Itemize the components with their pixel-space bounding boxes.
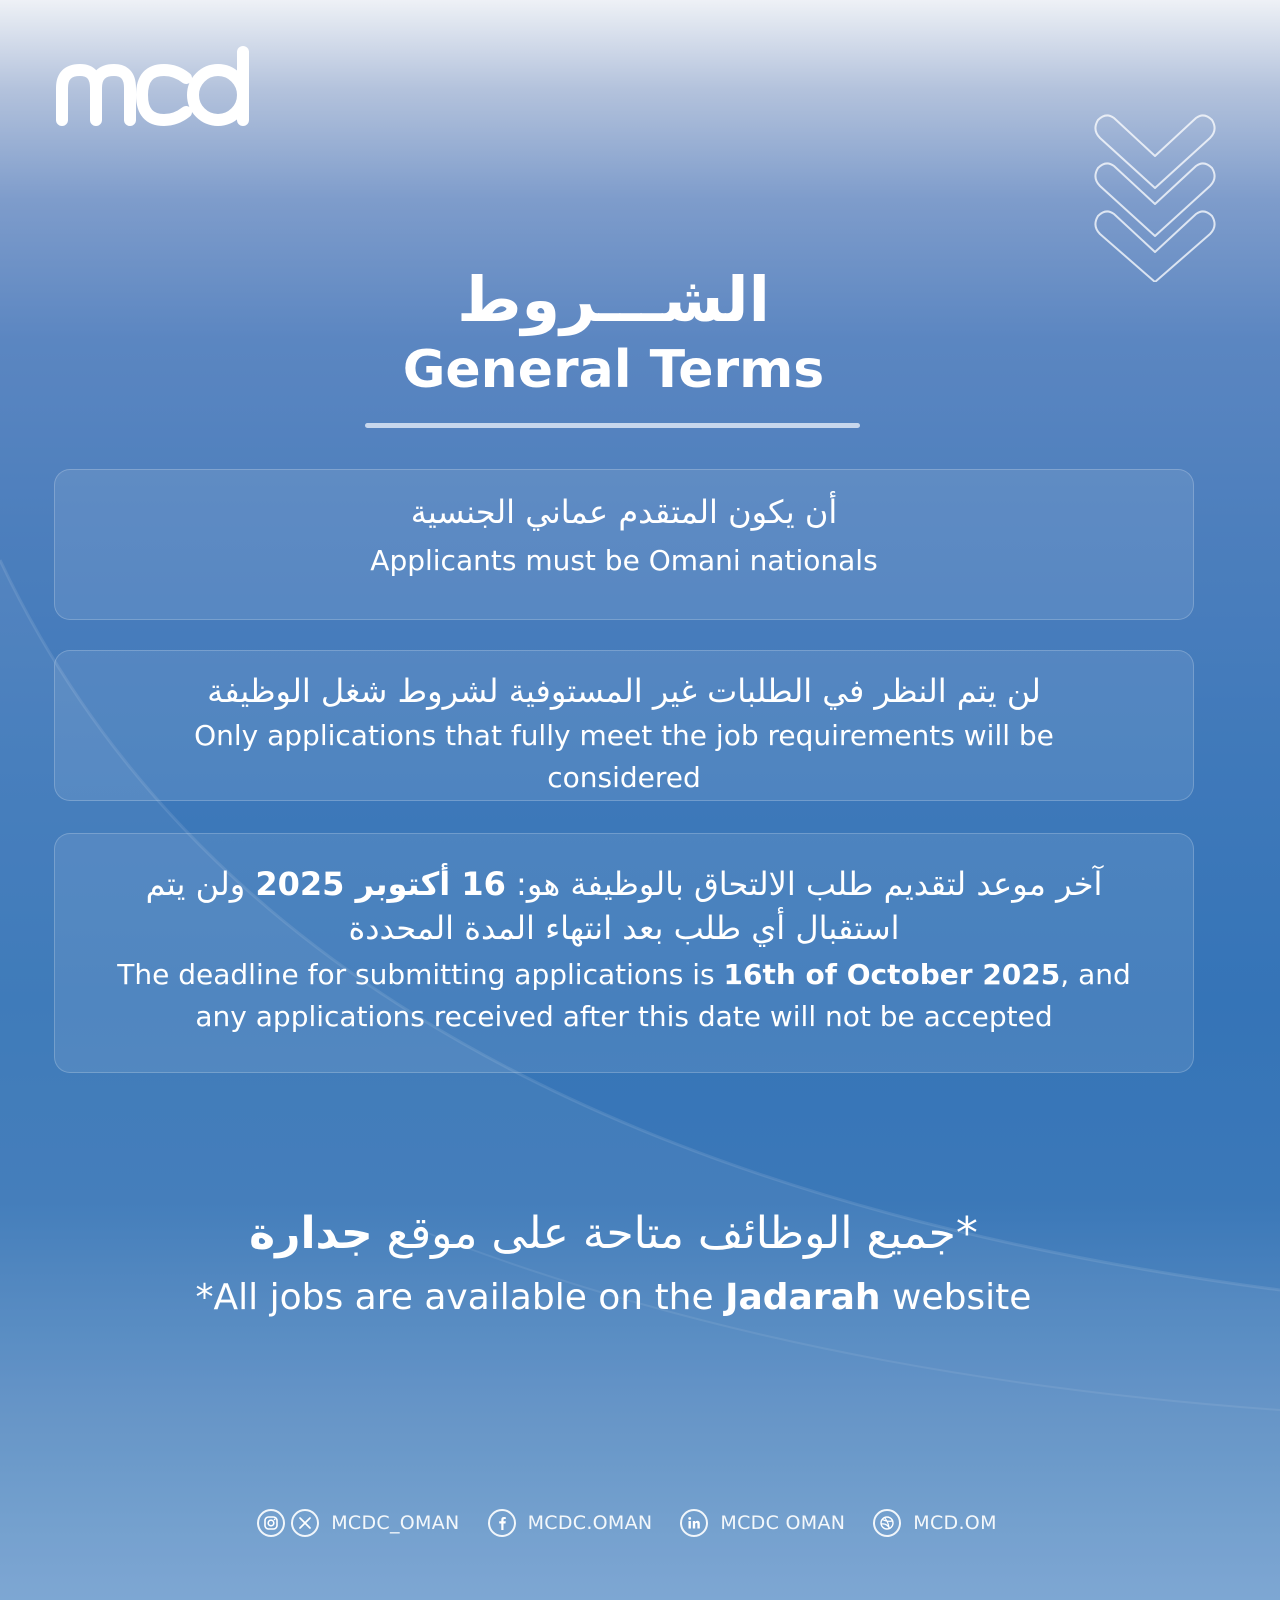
term-english: Applicants must be Omani nationals: [370, 544, 878, 577]
page-title-arabic: الشـــروط: [457, 263, 770, 336]
term-arabic: لن يتم النظر في الطلبات غير المستوفية لشروط شغل الوظيفة: [207, 672, 1041, 710]
deadline-date: 16th of October 2025: [723, 958, 1061, 991]
facebook-handle: MCDC.OMAN: [527, 1512, 653, 1534]
instagram-x-handle: MCDC_OMAN: [331, 1512, 460, 1534]
deadline-text-after: , and any applications received after this date will not be accepted: [195, 958, 1131, 1033]
social-facebook[interactable]: [488, 1509, 653, 1537]
term-arabic: أن يكون المتقدم عماني الجنسية: [410, 493, 838, 531]
mcd-logo: [56, 44, 252, 126]
page-title: General Terms: [402, 340, 825, 400]
facebook-icon: [488, 1509, 516, 1537]
note-text: *جميع الوظائف متاحة على موقع: [372, 1208, 978, 1259]
jadarah-link-arabic: جدارة: [249, 1208, 373, 1259]
term-card-nationality: [54, 469, 1194, 620]
deadline-date-arabic: 16 أكتوبر 2025: [255, 865, 506, 903]
term-arabic: [55, 834, 1193, 950]
deadline-text-before: آخر موعد لتقديم طلب الالتحاق بالوظيفة هو:: [505, 865, 1103, 903]
term-card-requirements: [54, 650, 1194, 801]
x-icon: [291, 1509, 319, 1537]
title-divider: [365, 423, 860, 428]
term-english: Only applications that fully meet the job requirements will be considered: [194, 719, 1054, 794]
deadline-text-after: ولن يتم استقبال أي طلب بعد انتهاء المدة المحددة: [145, 865, 900, 947]
social-footer: [0, 1506, 1254, 1540]
note-text-after: website: [880, 1277, 1032, 1318]
dribbble-globe-icon: [873, 1509, 901, 1537]
instagram-icon: [257, 1509, 285, 1537]
chevron-down-icon: [1090, 110, 1220, 282]
social-website[interactable]: [873, 1509, 996, 1537]
social-linkedin[interactable]: [680, 1509, 845, 1537]
website-url: MCD.OM: [913, 1512, 997, 1534]
deadline-text-before: The deadline for submitting applications is: [117, 958, 724, 991]
linkedin-icon: [680, 1509, 708, 1537]
jadarah-link: Jadarah: [725, 1277, 881, 1318]
term-card-deadline: [54, 833, 1194, 1073]
jobs-note-arabic: [0, 1205, 1227, 1263]
linkedin-handle: MCDC OMAN: [720, 1512, 846, 1534]
note-text: *All jobs are available on the: [195, 1277, 726, 1318]
term-english: [55, 954, 1193, 1038]
social-instagram-x[interactable]: [257, 1509, 459, 1537]
jobs-note: [0, 1273, 1227, 1323]
